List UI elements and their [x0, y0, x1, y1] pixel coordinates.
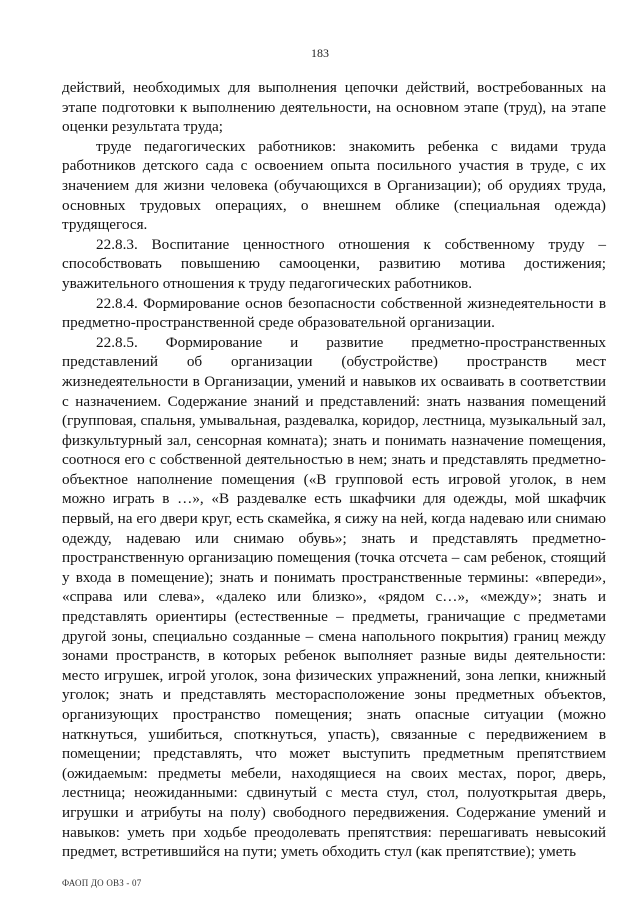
paragraph: действий, необходимых для выполнения цепочки действий, востребованных на этапе подготовки к выполнению деятельности, на основном этапе (труд), на этапе оценки результата труда; [62, 79, 606, 136]
page-body [62, 78, 606, 862]
paragraph: 22.8.5. Формирование и развитие предметно-пространственных представлений об организации (обустройстве) пространств мест жизнедеятельности в Организации, умений и навыков их осваивать в соответствии с назначением. Содержание знаний и представлений: знать названия помещений (групповая, спальня, умывальная, раздевалка, коридор, лестница, музыкальный зал, физкультурный зал, сенсорная комната); знать и понимать назначение помещения, соотнося его с собственной деятельностью в нем; знать и представлять предметно-объектное наполнение помещения («В групповой есть игровой уголок, в нем можно играть в …», «В раздевалке есть шкафчики для одежды, мой шкафчик первый, на его двери круг, есть скамейка, я сижу на ней, когда надеваю или снимаю одежду, надеваю или снимаю обувь»; знать и представлять предметно-пространственную организацию помещения (точка отсчета – сам ребенок, стоящий у входа в помещение); знать и понимать пространственные термины: «впереди», «справа или слева», «далеко или близко», «рядом с…», «между»; знать и представлять ориентиры (естественные – предметы, граничащие с предметами другой зоны, специально созданные – смена напольного покрытия) границ между зонами пространств, в которых ребенок выполняет разные виды деятельности: место игрушек, игрой уголок, зона физических упражнений, зона лепки, книжный уголок; знать и представлять месторасположение зоны предметных объектов, организующих пространство помещения; знать опасные ситуации (можно наткнуться, ушибиться, споткнуться, упасть), связанные с передвижением в помещении; представлять, что может выступить предметным препятствием (ожидаемым: предметы мебели, находящиеся на своих местах, порог, дверь, лестница; неожиданными: сдвинутый с места стул, стол, полуоткрытая дверь, игрушки и атрибуты на полу) свободного передвижения. Содержание умений и навыков: уметь при ходьбе преодолевать препятствия: перешагивать невысокий предмет, встретившийся на пути; уметь обходить стул (как препятствие); уметь [62, 333, 606, 861]
paragraph: 22.8.3. Воспитание ценностного отношения к собственному труду – способствовать повышению самооценки, развитию мотива достижения; уважительного отношения к труду педагогических работников. [62, 235, 606, 292]
page-number: 183 [311, 46, 329, 60]
paragraph: 22.8.4. Формирование основ безопасности собственной жизнедеятельности в предметно-пространственной среде образовательной организации. [62, 294, 606, 332]
paragraph: труде педагогических работников: знакомить ребенка с видами труда работников детского сада с освоением опыта посильного участия в труде, с их значением для жизни человека (обучающихся в Организации); об орудиях труда, основных трудовых операциях, о внешнем облике (специальная одежда) трудящегося. [62, 137, 606, 234]
footer-document-code: ФАОП ДО ОВЗ - 07 [62, 878, 142, 888]
